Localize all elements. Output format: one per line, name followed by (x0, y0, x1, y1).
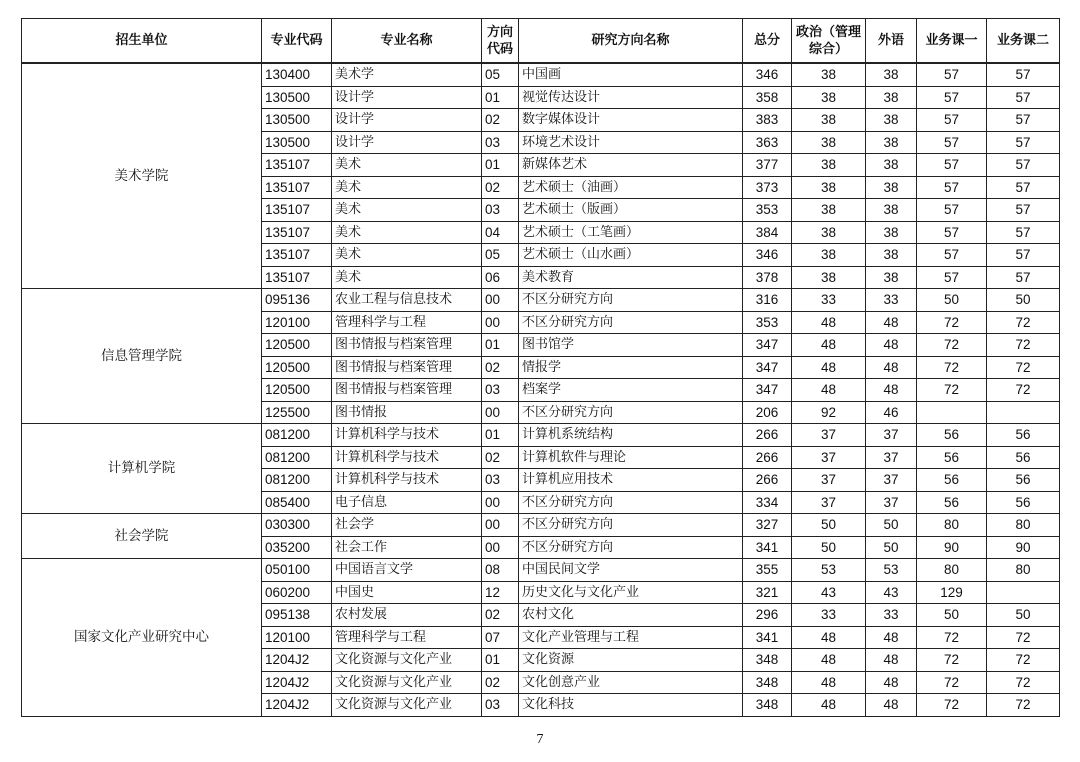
cell-direction-code: 06 (482, 266, 519, 289)
cell-major-name: 设计学 (332, 86, 482, 109)
cell-foreign-language: 53 (866, 559, 917, 582)
cell-direction-name: 艺术硕士（版画） (519, 199, 743, 222)
header-major-name: 专业名称 (332, 19, 482, 64)
cell-course-one: 50 (917, 289, 987, 312)
cell-total: 347 (743, 334, 792, 357)
cell-foreign-language: 48 (866, 356, 917, 379)
cell-course-two: 72 (987, 334, 1060, 357)
cell-course-one: 72 (917, 649, 987, 672)
cell-course-two: 57 (987, 63, 1060, 86)
cell-course-two: 57 (987, 244, 1060, 267)
cell-total: 348 (743, 694, 792, 717)
cell-major-name: 图书情报与档案管理 (332, 334, 482, 357)
cell-direction-code: 02 (482, 604, 519, 627)
cell-direction-code: 02 (482, 356, 519, 379)
cell-course-one: 72 (917, 311, 987, 334)
cell-course-one: 56 (917, 491, 987, 514)
cell-major-name: 文化资源与文化产业 (332, 694, 482, 717)
cell-foreign-language: 48 (866, 379, 917, 402)
cell-politics: 50 (792, 514, 866, 537)
cell-major-name: 中国史 (332, 581, 482, 604)
cell-major-code: 060200 (262, 581, 332, 604)
cell-foreign-language: 48 (866, 311, 917, 334)
cell-politics: 38 (792, 131, 866, 154)
cell-major-code: 1204J2 (262, 649, 332, 672)
header-direction-name: 研究方向名称 (519, 19, 743, 64)
cell-politics: 38 (792, 109, 866, 132)
cell-major-name: 图书情报与档案管理 (332, 356, 482, 379)
cell-major-name: 设计学 (332, 131, 482, 154)
cell-direction-name: 不区分研究方向 (519, 311, 743, 334)
cell-major-code: 135107 (262, 199, 332, 222)
cell-direction-code: 03 (482, 131, 519, 154)
cell-course-two: 56 (987, 424, 1060, 447)
cell-direction-code: 12 (482, 581, 519, 604)
cell-major-code: 135107 (262, 176, 332, 199)
cell-course-one: 56 (917, 469, 987, 492)
cell-unit: 国家文化产业研究中心 (22, 559, 262, 717)
cell-politics: 38 (792, 154, 866, 177)
cell-total: 383 (743, 109, 792, 132)
cell-course-one: 72 (917, 671, 987, 694)
cell-foreign-language: 38 (866, 266, 917, 289)
cell-course-one: 57 (917, 266, 987, 289)
cell-total: 341 (743, 536, 792, 559)
cell-politics: 48 (792, 671, 866, 694)
cell-politics: 48 (792, 626, 866, 649)
cell-course-one: 57 (917, 154, 987, 177)
header-unit: 招生单位 (22, 19, 262, 64)
cell-direction-code: 00 (482, 311, 519, 334)
cell-direction-code: 03 (482, 469, 519, 492)
cell-course-two: 57 (987, 109, 1060, 132)
cell-direction-code: 02 (482, 446, 519, 469)
cell-politics: 38 (792, 199, 866, 222)
cell-direction-code: 01 (482, 334, 519, 357)
cell-major-code: 130500 (262, 109, 332, 132)
table-row (22, 559, 1060, 582)
cell-major-name: 计算机科学与技术 (332, 469, 482, 492)
cell-total: 378 (743, 266, 792, 289)
header-foreign-language: 外语 (866, 19, 917, 64)
table-row (22, 424, 1060, 447)
cell-direction-name: 文化产业管理与工程 (519, 626, 743, 649)
cell-politics: 48 (792, 356, 866, 379)
cell-direction-code: 00 (482, 536, 519, 559)
cell-foreign-language: 38 (866, 131, 917, 154)
cell-major-name: 美术 (332, 221, 482, 244)
cell-direction-name: 中国画 (519, 63, 743, 86)
cell-major-name: 美术 (332, 176, 482, 199)
cell-total: 206 (743, 401, 792, 424)
cell-foreign-language: 37 (866, 469, 917, 492)
cell-course-one: 56 (917, 446, 987, 469)
cell-direction-name: 不区分研究方向 (519, 401, 743, 424)
cell-course-two: 72 (987, 356, 1060, 379)
cell-unit: 美术学院 (22, 63, 262, 289)
cell-major-name: 美术 (332, 199, 482, 222)
cell-foreign-language: 50 (866, 536, 917, 559)
cell-major-code: 120500 (262, 334, 332, 357)
cell-major-name: 文化资源与文化产业 (332, 671, 482, 694)
cell-direction-code: 01 (482, 424, 519, 447)
cell-politics: 48 (792, 311, 866, 334)
cell-course-two: 50 (987, 289, 1060, 312)
cell-direction-name: 计算机应用技术 (519, 469, 743, 492)
cell-direction-code: 01 (482, 86, 519, 109)
cell-direction-name: 美术教育 (519, 266, 743, 289)
cell-politics: 37 (792, 446, 866, 469)
cell-direction-name: 新媒体艺术 (519, 154, 743, 177)
cell-direction-name: 计算机软件与理论 (519, 446, 743, 469)
cell-total: 341 (743, 626, 792, 649)
cell-course-one: 72 (917, 356, 987, 379)
cell-politics: 48 (792, 379, 866, 402)
header-major-code: 专业代码 (262, 19, 332, 64)
cell-total: 266 (743, 469, 792, 492)
cell-politics: 50 (792, 536, 866, 559)
cell-course-one: 72 (917, 694, 987, 717)
cell-total: 334 (743, 491, 792, 514)
cell-total: 347 (743, 379, 792, 402)
cell-direction-name: 艺术硕士（工笔画） (519, 221, 743, 244)
cell-foreign-language: 37 (866, 491, 917, 514)
cell-direction-name: 文化创意产业 (519, 671, 743, 694)
cell-direction-code: 03 (482, 199, 519, 222)
cell-direction-code: 02 (482, 176, 519, 199)
cell-major-name: 图书情报与档案管理 (332, 379, 482, 402)
cell-course-two: 72 (987, 649, 1060, 672)
cell-major-code: 130500 (262, 86, 332, 109)
cell-politics: 38 (792, 221, 866, 244)
cell-course-one: 57 (917, 199, 987, 222)
cell-politics: 92 (792, 401, 866, 424)
cell-course-two: 90 (987, 536, 1060, 559)
cell-direction-code: 08 (482, 559, 519, 582)
cell-direction-name: 中国民间文学 (519, 559, 743, 582)
cell-foreign-language: 38 (866, 86, 917, 109)
cell-course-one: 57 (917, 86, 987, 109)
cell-direction-name: 图书馆学 (519, 334, 743, 357)
cell-course-one: 57 (917, 244, 987, 267)
cell-foreign-language: 43 (866, 581, 917, 604)
cell-direction-code: 00 (482, 289, 519, 312)
cell-total: 321 (743, 581, 792, 604)
cell-total: 377 (743, 154, 792, 177)
cell-course-one: 56 (917, 424, 987, 447)
cell-course-one: 57 (917, 109, 987, 132)
cell-course-one: 90 (917, 536, 987, 559)
cell-major-code: 081200 (262, 446, 332, 469)
cell-major-code: 1204J2 (262, 671, 332, 694)
cell-foreign-language: 50 (866, 514, 917, 537)
cell-politics: 33 (792, 289, 866, 312)
cell-politics: 38 (792, 63, 866, 86)
cell-direction-code: 04 (482, 221, 519, 244)
cell-direction-code: 05 (482, 63, 519, 86)
cell-major-name: 计算机科学与技术 (332, 424, 482, 447)
cell-total: 296 (743, 604, 792, 627)
cell-course-two: 57 (987, 266, 1060, 289)
cell-total: 346 (743, 63, 792, 86)
cell-course-one: 80 (917, 514, 987, 537)
cell-course-one: 50 (917, 604, 987, 627)
cell-major-code: 125500 (262, 401, 332, 424)
cell-direction-code: 01 (482, 649, 519, 672)
cell-direction-code: 02 (482, 671, 519, 694)
cell-direction-name: 环境艺术设计 (519, 131, 743, 154)
cell-major-name: 图书情报 (332, 401, 482, 424)
cell-course-two: 56 (987, 469, 1060, 492)
cell-course-one: 57 (917, 176, 987, 199)
table-body (22, 63, 1060, 716)
cell-direction-code: 01 (482, 154, 519, 177)
cell-course-two: 50 (987, 604, 1060, 627)
cell-major-code: 135107 (262, 244, 332, 267)
cell-foreign-language: 38 (866, 109, 917, 132)
cell-course-two: 57 (987, 154, 1060, 177)
cell-total: 384 (743, 221, 792, 244)
cell-course-one: 72 (917, 379, 987, 402)
cell-major-code: 081200 (262, 469, 332, 492)
cell-course-two (987, 401, 1060, 424)
cell-politics: 48 (792, 334, 866, 357)
cell-course-one: 72 (917, 334, 987, 357)
cell-course-one: 72 (917, 626, 987, 649)
cell-politics: 48 (792, 649, 866, 672)
cell-total: 348 (743, 649, 792, 672)
cell-course-two: 72 (987, 626, 1060, 649)
cell-direction-code: 02 (482, 109, 519, 132)
cell-foreign-language: 48 (866, 334, 917, 357)
cell-major-name: 美术 (332, 244, 482, 267)
cell-direction-name: 计算机系统结构 (519, 424, 743, 447)
cell-major-name: 农业工程与信息技术 (332, 289, 482, 312)
cell-total: 363 (743, 131, 792, 154)
cell-direction-name: 不区分研究方向 (519, 514, 743, 537)
cell-major-name: 设计学 (332, 109, 482, 132)
cell-direction-name: 情报学 (519, 356, 743, 379)
cell-politics: 37 (792, 424, 866, 447)
cell-politics: 38 (792, 176, 866, 199)
header-row (22, 19, 1060, 64)
cell-total: 358 (743, 86, 792, 109)
cell-direction-name: 视觉传达设计 (519, 86, 743, 109)
cell-politics: 37 (792, 491, 866, 514)
header-direction-code: 方向代码 (482, 19, 519, 64)
cell-foreign-language: 38 (866, 244, 917, 267)
cell-direction-code: 03 (482, 694, 519, 717)
cell-direction-code: 00 (482, 514, 519, 537)
cell-politics: 53 (792, 559, 866, 582)
cell-unit: 计算机学院 (22, 424, 262, 514)
cell-major-name: 美术学 (332, 63, 482, 86)
page-number: 7 (536, 732, 544, 747)
cell-major-code: 050100 (262, 559, 332, 582)
cell-major-code: 095138 (262, 604, 332, 627)
header-politics: 政治（管理综合） (792, 19, 866, 64)
cell-politics: 33 (792, 604, 866, 627)
cell-foreign-language: 37 (866, 424, 917, 447)
cell-major-code: 130500 (262, 131, 332, 154)
cell-course-two: 72 (987, 379, 1060, 402)
cell-foreign-language: 48 (866, 649, 917, 672)
cell-direction-code: 00 (482, 401, 519, 424)
cell-direction-name: 档案学 (519, 379, 743, 402)
cell-foreign-language: 48 (866, 694, 917, 717)
cell-major-name: 美术 (332, 154, 482, 177)
cell-course-two: 72 (987, 671, 1060, 694)
cell-course-two: 80 (987, 514, 1060, 537)
cell-direction-name: 文化科技 (519, 694, 743, 717)
cell-major-code: 120500 (262, 379, 332, 402)
cell-foreign-language: 38 (866, 221, 917, 244)
cell-course-two: 80 (987, 559, 1060, 582)
cell-major-code: 120500 (262, 356, 332, 379)
cell-direction-code: 03 (482, 379, 519, 402)
cell-foreign-language: 48 (866, 626, 917, 649)
cell-major-name: 农村发展 (332, 604, 482, 627)
cell-total: 348 (743, 671, 792, 694)
cell-major-name: 电子信息 (332, 491, 482, 514)
cell-total: 346 (743, 244, 792, 267)
cell-total: 266 (743, 424, 792, 447)
cell-direction-name: 艺术硕士（山水画） (519, 244, 743, 267)
header-total: 总分 (743, 19, 792, 64)
cell-politics: 38 (792, 86, 866, 109)
cell-direction-name: 不区分研究方向 (519, 289, 743, 312)
table-row (22, 289, 1060, 312)
cell-foreign-language: 33 (866, 604, 917, 627)
cell-course-two: 57 (987, 86, 1060, 109)
cell-major-code: 120100 (262, 311, 332, 334)
cell-major-name: 计算机科学与技术 (332, 446, 482, 469)
cell-major-name: 美术 (332, 266, 482, 289)
cell-major-code: 120100 (262, 626, 332, 649)
cell-direction-code: 05 (482, 244, 519, 267)
cell-total: 266 (743, 446, 792, 469)
cell-total: 355 (743, 559, 792, 582)
cell-unit: 社会学院 (22, 514, 262, 559)
cell-foreign-language: 37 (866, 446, 917, 469)
cell-major-code: 135107 (262, 154, 332, 177)
cell-total: 347 (743, 356, 792, 379)
cell-foreign-language: 38 (866, 176, 917, 199)
cell-direction-name: 文化资源 (519, 649, 743, 672)
cell-major-code: 130400 (262, 63, 332, 86)
cell-foreign-language: 38 (866, 199, 917, 222)
cell-major-code: 095136 (262, 289, 332, 312)
cell-course-one: 80 (917, 559, 987, 582)
cell-foreign-language: 46 (866, 401, 917, 424)
cell-major-code: 1204J2 (262, 694, 332, 717)
cell-course-two: 57 (987, 176, 1060, 199)
cell-direction-code: 00 (482, 491, 519, 514)
cell-major-name: 社会学 (332, 514, 482, 537)
cell-major-name: 社会工作 (332, 536, 482, 559)
cell-course-one: 57 (917, 221, 987, 244)
cell-total: 373 (743, 176, 792, 199)
score-table (21, 18, 1060, 717)
cell-unit: 信息管理学院 (22, 289, 262, 424)
cell-politics: 43 (792, 581, 866, 604)
cell-course-one: 57 (917, 131, 987, 154)
table-row (22, 63, 1060, 86)
header-course-two: 业务课二 (987, 19, 1060, 64)
cell-major-code: 085400 (262, 491, 332, 514)
cell-politics: 38 (792, 266, 866, 289)
cell-course-one (917, 401, 987, 424)
cell-major-name: 管理科学与工程 (332, 626, 482, 649)
cell-major-code: 135107 (262, 266, 332, 289)
cell-direction-name: 不区分研究方向 (519, 491, 743, 514)
cell-course-two: 57 (987, 131, 1060, 154)
cell-direction-name: 农村文化 (519, 604, 743, 627)
cell-course-one: 57 (917, 63, 987, 86)
cell-major-name: 管理科学与工程 (332, 311, 482, 334)
cell-politics: 37 (792, 469, 866, 492)
cell-course-two: 72 (987, 694, 1060, 717)
cell-politics: 48 (792, 694, 866, 717)
header-course-one: 业务课一 (917, 19, 987, 64)
cell-direction-name: 艺术硕士（油画） (519, 176, 743, 199)
cell-foreign-language: 33 (866, 289, 917, 312)
cell-course-two: 57 (987, 199, 1060, 222)
cell-course-one: 129 (917, 581, 987, 604)
cell-major-code: 081200 (262, 424, 332, 447)
cell-course-two: 57 (987, 221, 1060, 244)
cell-foreign-language: 48 (866, 671, 917, 694)
cell-major-code: 135107 (262, 221, 332, 244)
cell-direction-name: 历史文化与文化产业 (519, 581, 743, 604)
cell-foreign-language: 38 (866, 63, 917, 86)
cell-direction-name: 数字媒体设计 (519, 109, 743, 132)
table-header (22, 19, 1060, 64)
cell-course-two: 56 (987, 446, 1060, 469)
cell-major-code: 030300 (262, 514, 332, 537)
cell-total: 327 (743, 514, 792, 537)
cell-politics: 38 (792, 244, 866, 267)
cell-total: 353 (743, 199, 792, 222)
cell-total: 353 (743, 311, 792, 334)
cell-major-name: 文化资源与文化产业 (332, 649, 482, 672)
cell-course-two (987, 581, 1060, 604)
cell-major-name: 中国语言文学 (332, 559, 482, 582)
table-row (22, 514, 1060, 537)
cell-major-code: 035200 (262, 536, 332, 559)
cell-course-two: 56 (987, 491, 1060, 514)
cell-course-two: 72 (987, 311, 1060, 334)
cell-foreign-language: 38 (866, 154, 917, 177)
cell-direction-code: 07 (482, 626, 519, 649)
cell-direction-name: 不区分研究方向 (519, 536, 743, 559)
cell-total: 316 (743, 289, 792, 312)
